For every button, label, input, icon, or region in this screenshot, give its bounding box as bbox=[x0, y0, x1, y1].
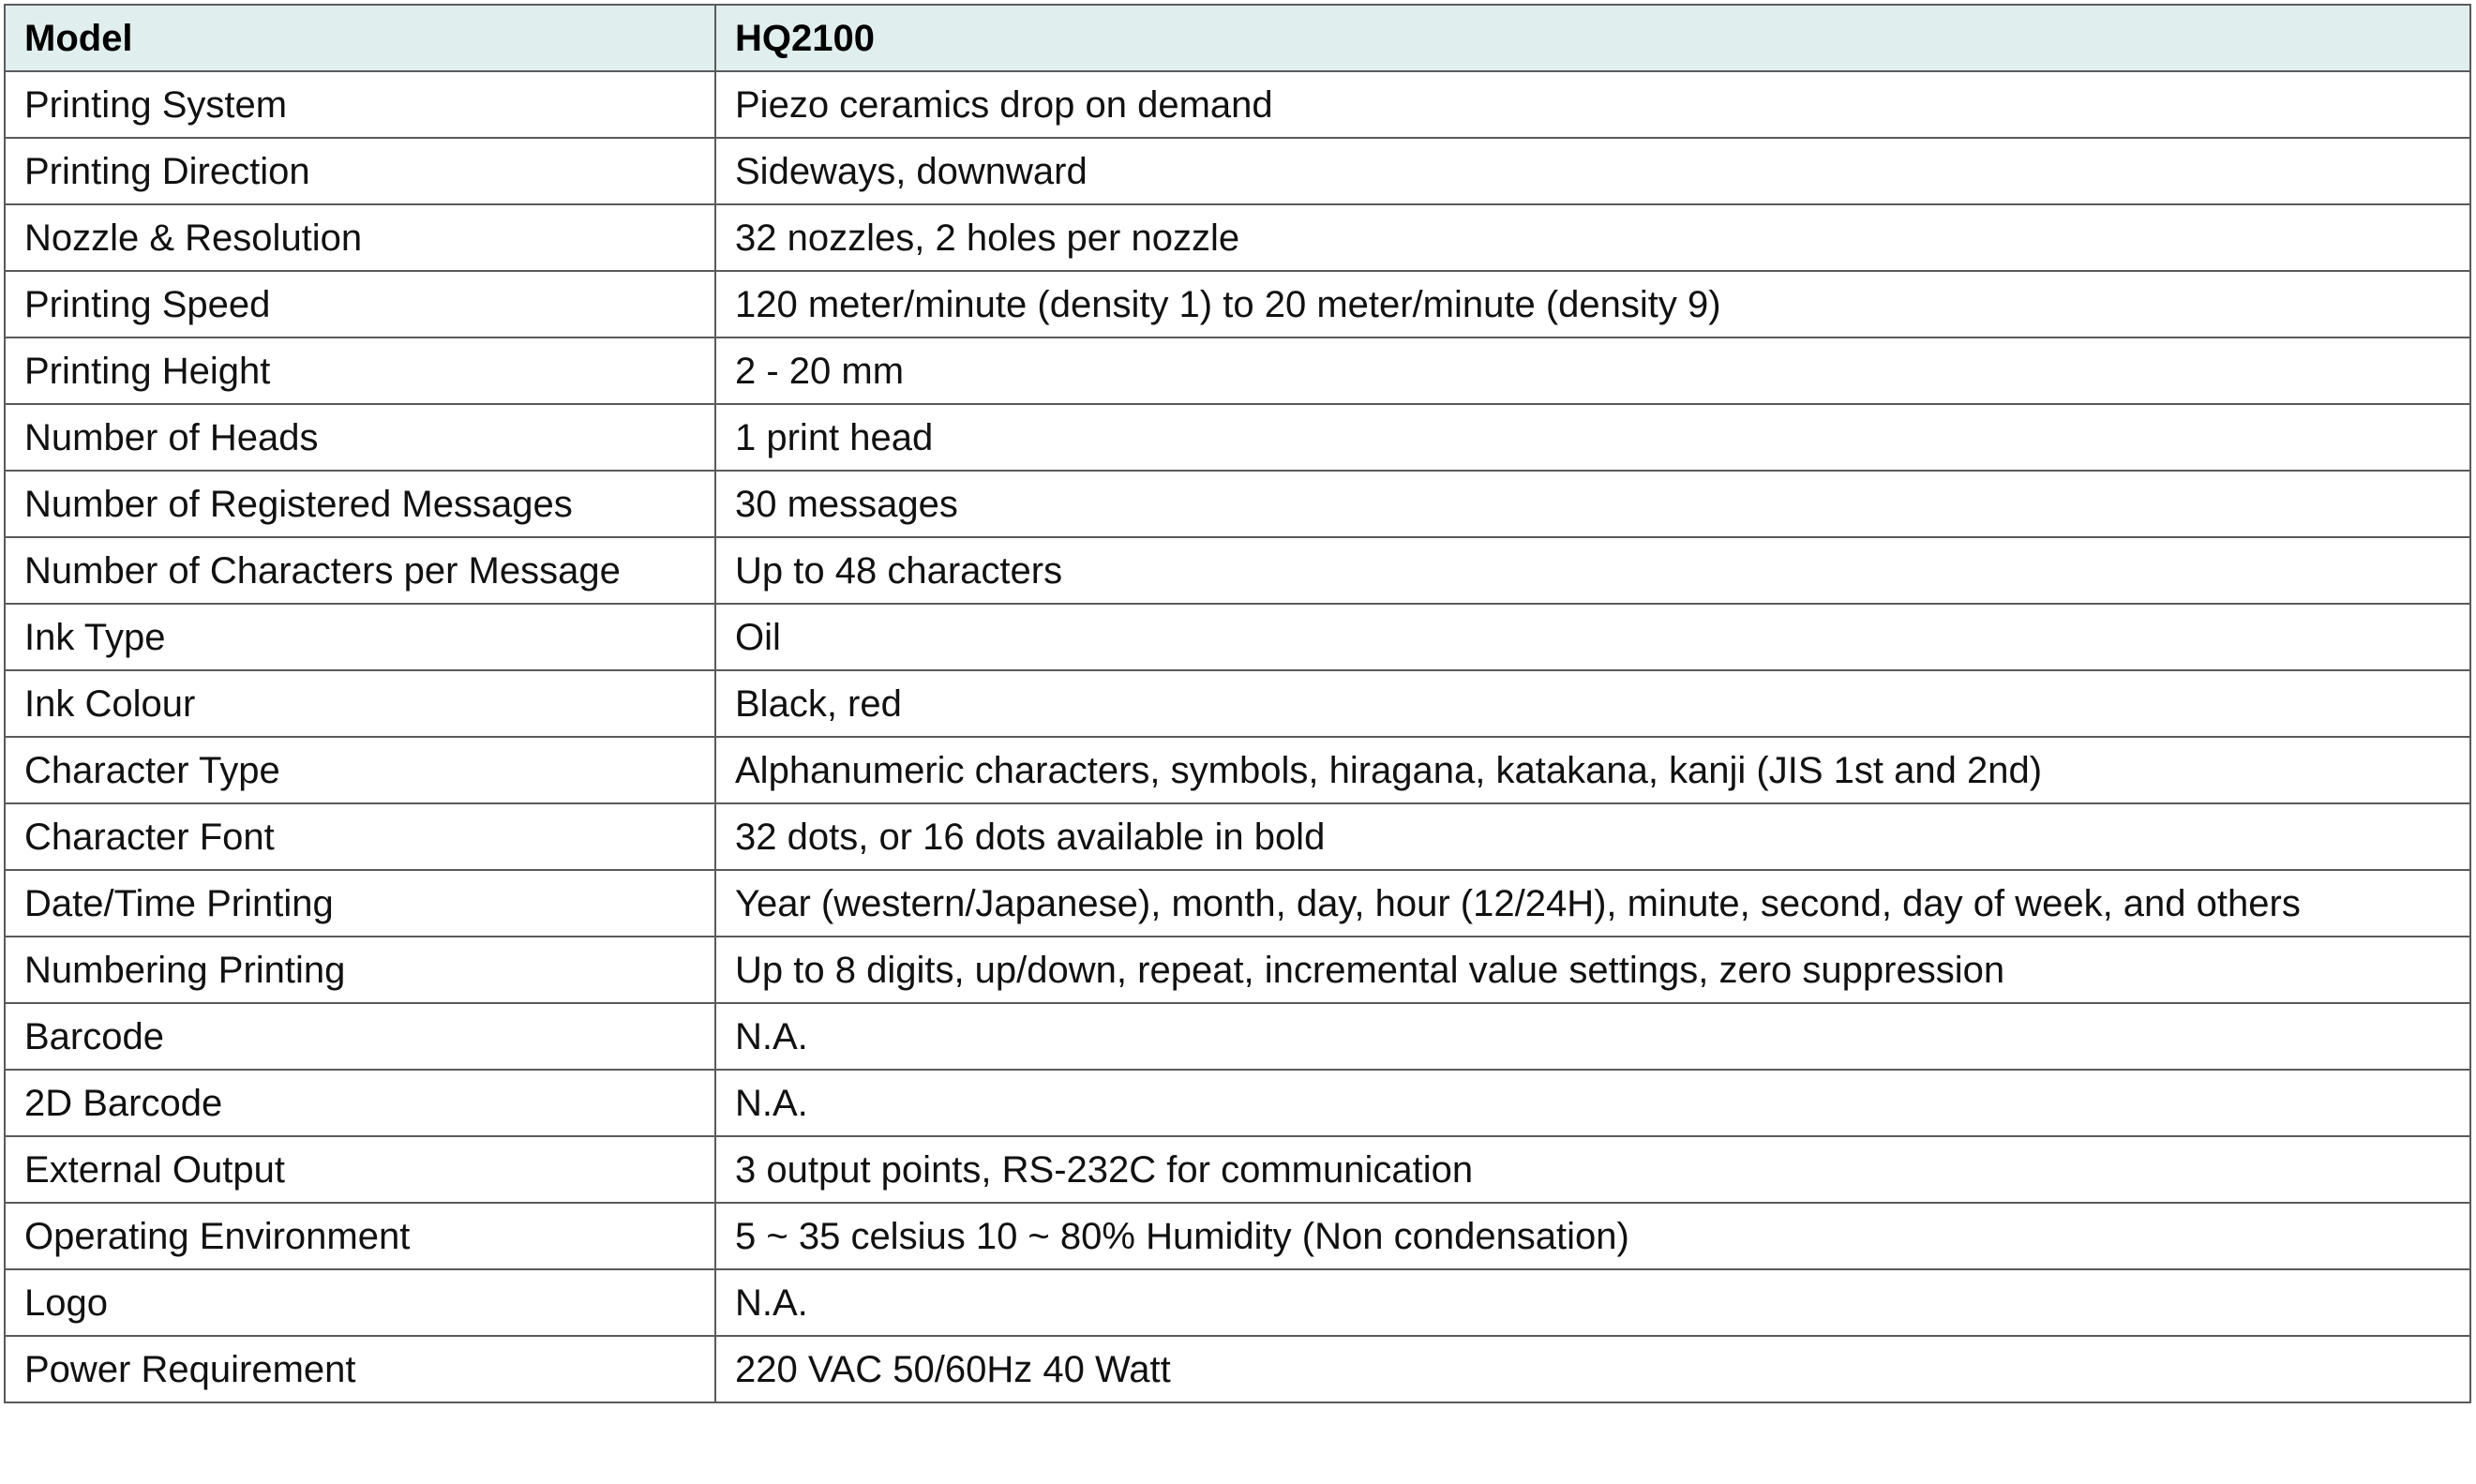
table-row bbox=[5, 737, 2470, 803]
table-header-row bbox=[5, 5, 2470, 71]
spec-value: 220 VAC 50/60Hz 40 Watt bbox=[715, 1336, 2470, 1402]
spec-value: Black, red bbox=[715, 670, 2470, 737]
spec-label: Date/Time Printing bbox=[5, 870, 715, 937]
spec-value: Alphanumeric characters, symbols, hiragana, katakana, kanji (JIS 1st and 2nd) bbox=[715, 737, 2470, 803]
table-row bbox=[5, 1003, 2470, 1070]
table-row bbox=[5, 1336, 2470, 1402]
spec-value: N.A. bbox=[715, 1070, 2470, 1136]
spec-label: Nozzle & Resolution bbox=[5, 204, 715, 271]
spec-value: Up to 48 characters bbox=[715, 537, 2470, 604]
spec-value: Year (western/Japanese), month, day, hour (12/24H), minute, second, day of week, and others bbox=[715, 870, 2470, 937]
spec-value: 120 meter/minute (density 1) to 20 meter/minute (density 9) bbox=[715, 271, 2470, 337]
spec-label: Logo bbox=[5, 1269, 715, 1336]
spec-value: 32 nozzles, 2 holes per nozzle bbox=[715, 204, 2470, 271]
spec-label: Printing System bbox=[5, 71, 715, 138]
table-row bbox=[5, 71, 2470, 138]
spec-value: N.A. bbox=[715, 1003, 2470, 1070]
spec-label: Number of Registered Messages bbox=[5, 471, 715, 537]
table-row bbox=[5, 803, 2470, 870]
header-cell-model-value: HQ2100 bbox=[715, 5, 2470, 71]
table-row bbox=[5, 337, 2470, 404]
spec-value: 2 - 20 mm bbox=[715, 337, 2470, 404]
table-row bbox=[5, 604, 2470, 670]
spec-label: External Output bbox=[5, 1136, 715, 1203]
table-row bbox=[5, 1203, 2470, 1269]
spec-value: Oil bbox=[715, 604, 2470, 670]
table-row bbox=[5, 138, 2470, 204]
table-row bbox=[5, 870, 2470, 937]
spec-label: Number of Characters per Message bbox=[5, 537, 715, 604]
spec-label: Character Font bbox=[5, 803, 715, 870]
table-row bbox=[5, 1070, 2470, 1136]
spec-label: Character Type bbox=[5, 737, 715, 803]
spec-value: Sideways, downward bbox=[715, 138, 2470, 204]
spec-value: 3 output points, RS-232C for communication bbox=[715, 1136, 2470, 1203]
spec-label: 2D Barcode bbox=[5, 1070, 715, 1136]
spec-value: 32 dots, or 16 dots available in bold bbox=[715, 803, 2470, 870]
spec-label: Numbering Printing bbox=[5, 937, 715, 1003]
table-row bbox=[5, 1136, 2470, 1203]
spec-label: Printing Speed bbox=[5, 271, 715, 337]
table-row bbox=[5, 537, 2470, 604]
spec-label: Barcode bbox=[5, 1003, 715, 1070]
spec-value: N.A. bbox=[715, 1269, 2470, 1336]
table-row bbox=[5, 271, 2470, 337]
spec-value: Piezo ceramics drop on demand bbox=[715, 71, 2470, 138]
spec-label: Ink Colour bbox=[5, 670, 715, 737]
spec-value: 1 print head bbox=[715, 404, 2470, 471]
spec-label: Printing Height bbox=[5, 337, 715, 404]
spec-label: Power Requirement bbox=[5, 1336, 715, 1402]
table-row bbox=[5, 1269, 2470, 1336]
table-row bbox=[5, 937, 2470, 1003]
table-row bbox=[5, 471, 2470, 537]
spec-label: Operating Environment bbox=[5, 1203, 715, 1269]
spec-value: Up to 8 digits, up/down, repeat, incremental value settings, zero suppression bbox=[715, 937, 2470, 1003]
table-row bbox=[5, 404, 2470, 471]
spec-label: Number of Heads bbox=[5, 404, 715, 471]
specification-table bbox=[4, 4, 2471, 1403]
spec-value: 5 ~ 35 celsius 10 ~ 80% Humidity (Non condensation) bbox=[715, 1203, 2470, 1269]
table-row bbox=[5, 670, 2470, 737]
table-row bbox=[5, 204, 2470, 271]
header-cell-model-label: Model bbox=[5, 5, 715, 71]
spec-label: Ink Type bbox=[5, 604, 715, 670]
spec-value: 30 messages bbox=[715, 471, 2470, 537]
spec-label: Printing Direction bbox=[5, 138, 715, 204]
